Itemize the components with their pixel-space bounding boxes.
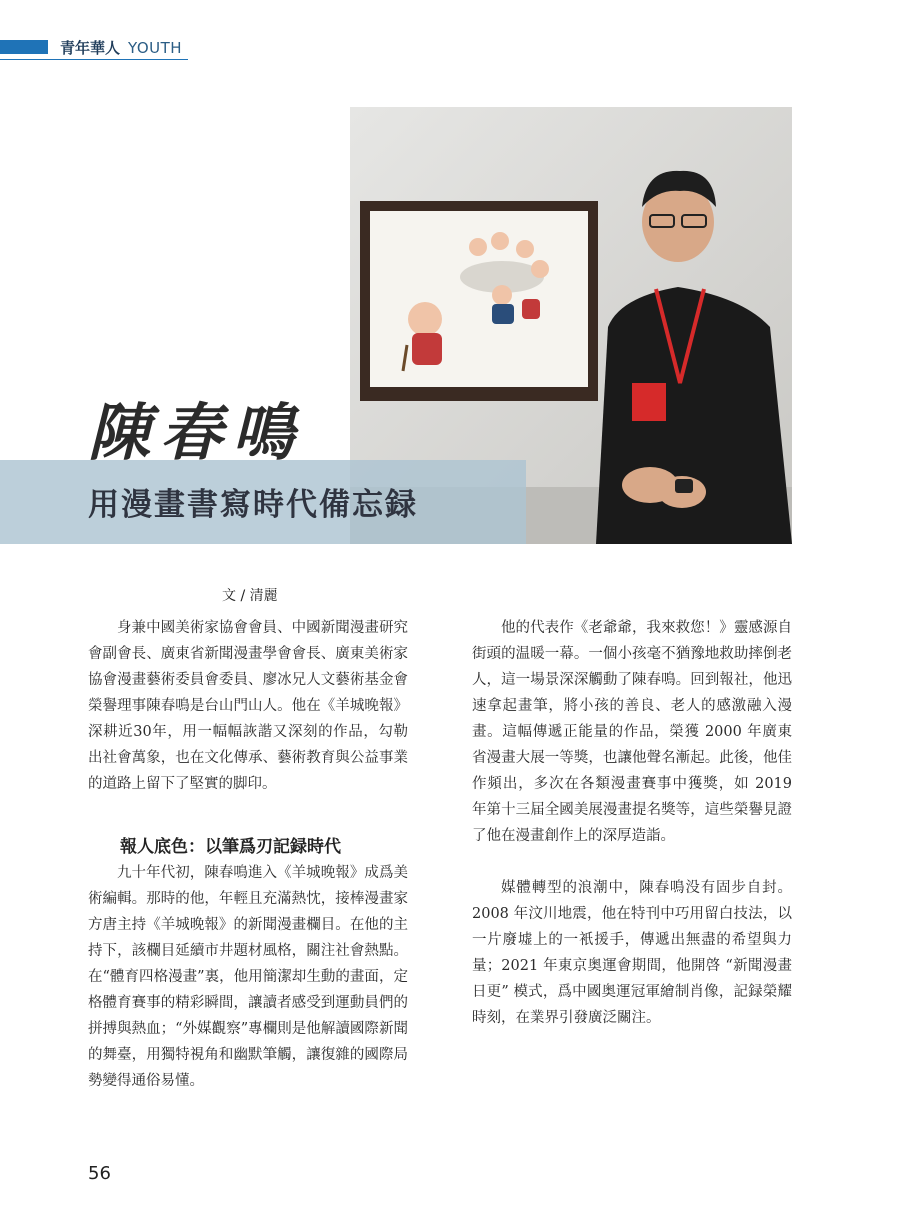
article-name-title: 陳春鳴 — [88, 396, 305, 469]
section-heading: 報人底色：以筆爲刃記録時代 — [120, 837, 341, 857]
article-byline: 文 / 清麗 — [222, 588, 278, 604]
header-title-zh: 青年華人 — [60, 39, 121, 57]
intro-column — [88, 615, 408, 797]
right-column — [472, 615, 792, 1031]
right-paragraph-1: 他的代表作《老爺爺，我來救您！》靈感源自街頭的温暖一幕。一個小孩毫不猶豫地救助摔倒老人，這一場景深深觸動了陳春鳴。回到報社，他迅速拿起畫筆，將小孩的善良、老人的感激融入漫畫。這幅傳遞正能量的作品，榮獲 2000 年廣東省漫畫大展一等獎，也讓他聲名漸起。此後，他佳作頻出，多次在各類漫畫賽事中獲獎，如 2019 年第十三届全國美展漫畫提名獎等，這些榮譽見證了他在漫畫創作上的深厚造詣。 — [472, 620, 792, 844]
section-column — [88, 860, 408, 1094]
magazine-header — [60, 37, 182, 58]
intro-paragraph: 身兼中國美術家協會會員、中國新聞漫畫研究會副會長、廣東省新聞漫畫學會會長、廣東美術家協會漫畫藝術委員會委員、廖冰兄人文藝術基金會榮譽理事陳春鳴是台山門山人。他在《羊城晚報》深耕近30年，用一幅幅詼諧又深刻的作品，勾勒出社會萬象，也在文化傳承、藝術教育與公益事業的道路上留下了堅實的脚印。 — [88, 620, 408, 792]
header-underline — [0, 59, 188, 60]
page-number: 56 — [88, 1163, 111, 1184]
header-accent-bar — [0, 40, 48, 54]
header-title-en: YOUTH — [128, 39, 183, 57]
article-subtitle: 用漫畫書寫時代備忘録 — [88, 487, 418, 523]
right-paragraph-2: 媒體轉型的浪潮中，陳春鳴没有固步自封。2008 年汶川地震，他在特刊中巧用留白技法，以一片廢墟上的一衹援手，傳遞出無盡的希望與力量；2021 年東京奥運會期間，他開啓 “新聞漫畫日更” 模式，爲中國奥運冠軍繪制肖像，記録榮耀時刻，在業界引發廣泛關注。 — [472, 880, 792, 1026]
section-paragraph: 九十年代初，陳春鳴進入《羊城晚報》成爲美術編輯。那時的他，年輕且充滿熱忱，接棒漫畫家方唐主持《羊城晚報》的新聞漫畫欄目。在他的主持下，該欄目延續市井題材風格，關注社會熱點。在“體育四格漫畫”裏，他用簡潔却生動的畫面，定格體育賽事的精彩瞬間，讓讀者感受到運動員們的拼搏與熱血；“外媒觀察”專欄則是他解讀國際新聞的舞臺，用獨特視角和幽默筆觸，讓復雜的國際局勢變得通俗易懂。 — [88, 865, 408, 1089]
